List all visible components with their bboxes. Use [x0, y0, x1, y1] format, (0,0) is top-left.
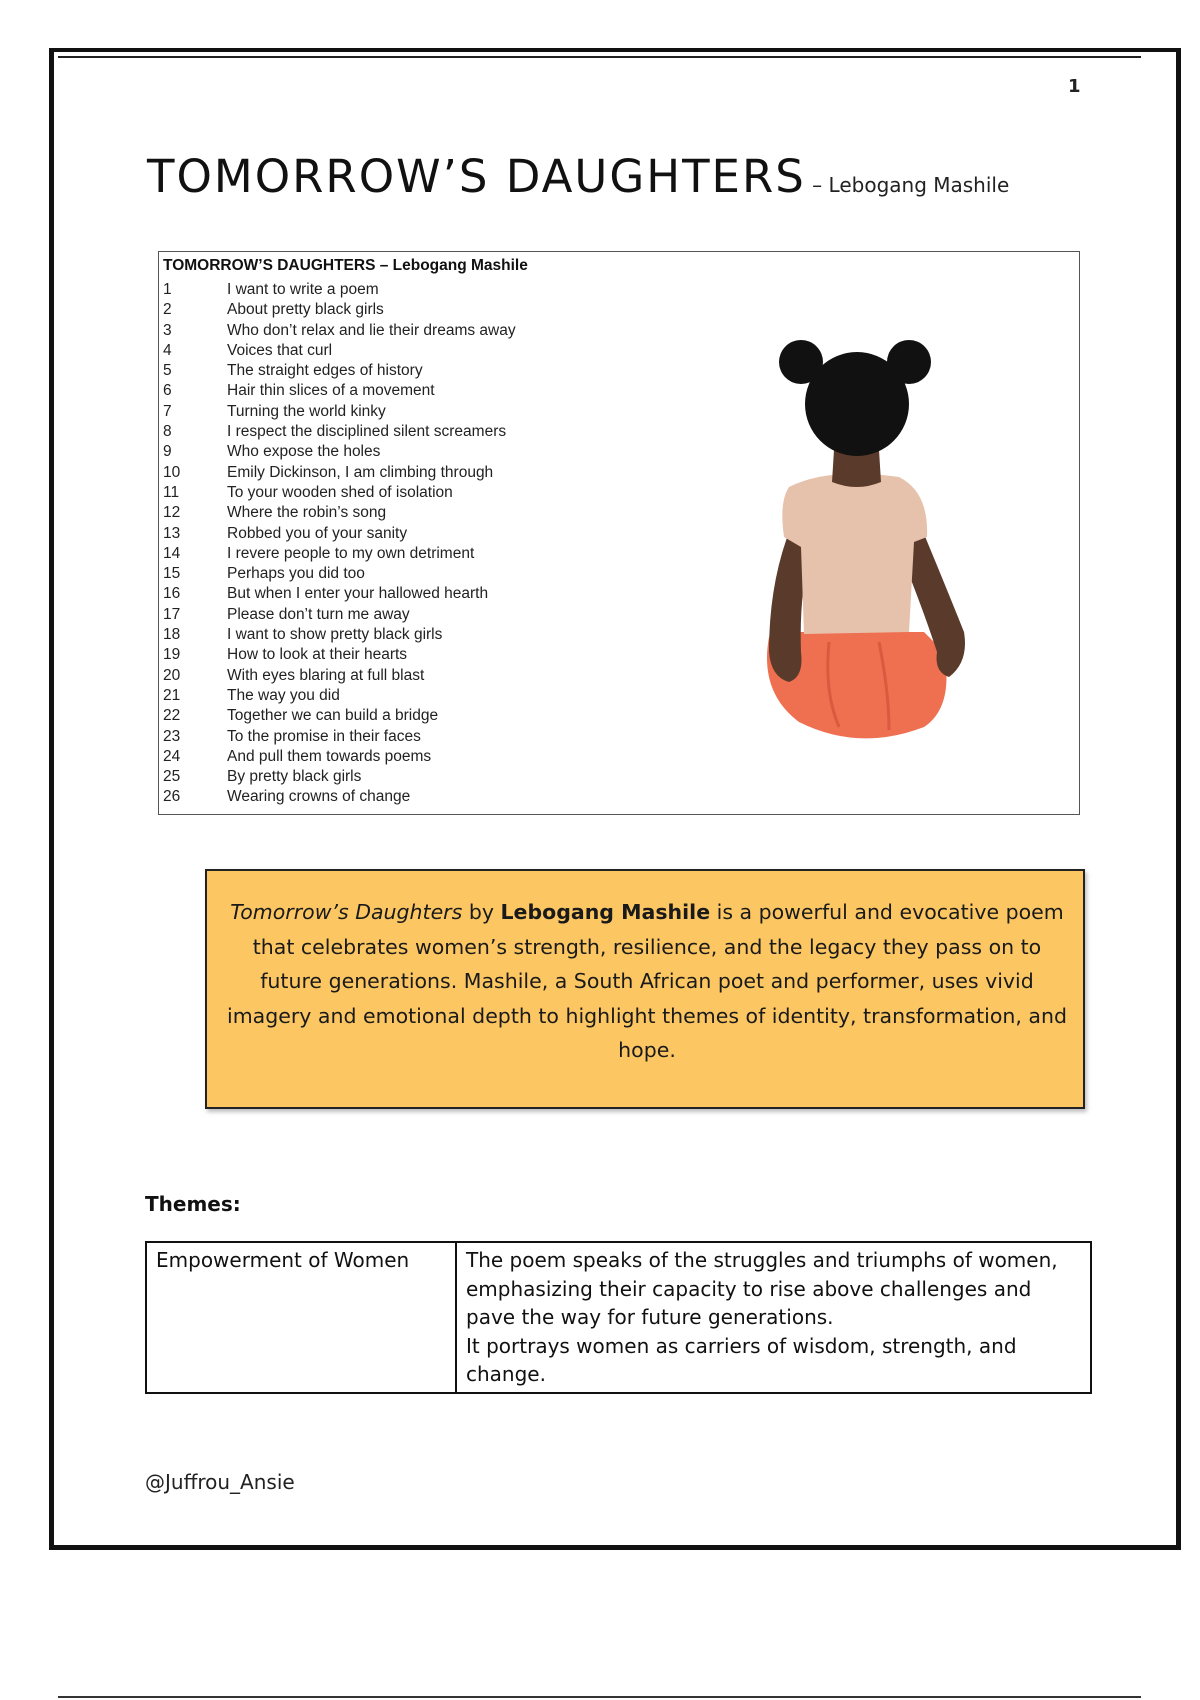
poem-line	[163, 706, 516, 726]
themes-label: Themes:	[145, 1192, 241, 1216]
poem-box	[158, 251, 1080, 815]
poem-line-number: 13	[163, 524, 181, 542]
poem-line-number: 18	[163, 626, 181, 644]
poem-line	[163, 645, 516, 665]
poem-line-text: I want to write a poem	[227, 281, 379, 298]
poem-line-text: I revere people to my own detriment	[227, 544, 475, 562]
summary-author: Lebogang Mashile	[500, 900, 711, 924]
poem-line-text: About pretty black girls	[227, 301, 384, 319]
poem-line-text: But when I enter your hallowed hearth	[227, 585, 489, 603]
poem-line	[163, 483, 516, 503]
poem-line	[163, 422, 516, 442]
poem-line-number: 14	[163, 544, 181, 562]
poem-line	[163, 463, 516, 483]
page-number: 1	[1068, 76, 1081, 97]
summary-title: Tomorrow’s Daughters	[230, 900, 463, 924]
poem-line	[163, 666, 516, 686]
poem-line	[163, 767, 516, 787]
poem-line-number: 25	[163, 768, 181, 786]
poem-line	[163, 280, 516, 300]
poem-line-number: 3	[163, 321, 172, 339]
poem-line	[163, 686, 516, 706]
poem-line	[163, 564, 516, 584]
poem-line	[163, 544, 516, 564]
theme-name: Empowerment of Women	[156, 1248, 410, 1272]
poem-line-text: To the promise in their faces	[227, 727, 421, 745]
poem-line-number: 21	[163, 686, 181, 704]
poem-line-number: 19	[163, 646, 181, 664]
title-author: – Lebogang Mashile	[805, 173, 1010, 197]
poem-line-number: 11	[163, 483, 180, 501]
poem-line-text: Perhaps you did too	[227, 565, 365, 583]
poem-line-number: 6	[163, 382, 172, 400]
poem-line-number: 24	[163, 747, 181, 765]
poem-line-text: Please don’t turn me away	[227, 605, 410, 623]
poem-line	[163, 524, 516, 544]
summary-text	[225, 895, 1069, 1068]
poem-line-text: Where the robin’s song	[227, 504, 387, 522]
poem-line-text: Voices that curl	[227, 341, 333, 359]
poem-line	[163, 503, 516, 523]
poem-heading: TOMORROW’S DAUGHTERS – Lebogang Mashile	[163, 257, 528, 274]
poem-line-number: 20	[163, 666, 181, 684]
poem-line	[163, 747, 516, 767]
poem-line	[163, 402, 516, 422]
summary-box	[205, 869, 1085, 1109]
poem-line-text: Emily Dickinson, I am climbing through	[227, 463, 494, 481]
theme-description-2: It portrays women as carriers of wisdom, strength, and change.	[466, 1333, 1017, 1386]
page-title	[147, 150, 1009, 203]
poem-line-number: 26	[163, 788, 181, 806]
poem-line	[163, 727, 516, 747]
summary-rest: is a powerful and evocative poem that celebrates women’s strength, resilience, and the legacy they pass on to future generations. Mashile, a South African poet and performer, uses vivid imagery and emotional depth to highlight themes of identity, transformation, and hope.	[227, 900, 1067, 1062]
poem-line-number: 1	[163, 281, 172, 298]
poem-line-text: Robbed you of your sanity	[227, 524, 408, 542]
poem-line-text: I want to show pretty black girls	[227, 626, 443, 644]
girl-shirt	[782, 474, 927, 634]
poem-line-text: Turning the world kinky	[227, 402, 386, 420]
poem-line-number: 5	[163, 362, 172, 380]
poem-line-text: Who expose the holes	[227, 443, 381, 461]
poem-line-text: To your wooden shed of isolation	[227, 483, 453, 501]
poem-line	[163, 321, 516, 341]
poem-line-text: Hair thin slices of a movement	[227, 382, 435, 400]
poem-line-text: The way you did	[227, 686, 340, 704]
poem-line-number: 23	[163, 727, 181, 745]
girl-bun-right	[887, 340, 931, 384]
theme-name-cell	[146, 1242, 456, 1393]
theme-description-cell	[456, 1242, 1091, 1393]
poem-line-text: By pretty black girls	[227, 768, 362, 786]
girl-bun-left	[779, 340, 823, 384]
title-main: TOMORROW’S DAUGHTERS	[147, 150, 806, 203]
poem-line-text: I respect the disciplined silent screamers	[227, 423, 507, 441]
poem-line-number: 8	[163, 423, 172, 441]
poem-line-text: And pull them towards poems	[227, 747, 432, 765]
summary-by: by	[462, 900, 501, 924]
poem-line	[163, 442, 516, 462]
poem-line	[163, 787, 516, 807]
poem-line-text: Together we can build a bridge	[227, 707, 439, 725]
top-rule	[58, 56, 1141, 58]
poem-line-number: 17	[163, 605, 181, 623]
poem-line-number: 2	[163, 301, 172, 319]
poem-line-number: 22	[163, 707, 181, 725]
theme-description-1: The poem speaks of the struggles and triumphs of women, emphasizing their capacity to rise above challenges and pave the way for future generations.	[466, 1248, 1058, 1329]
themes-table	[145, 1241, 1092, 1394]
bottom-rule	[58, 1696, 1141, 1698]
poem-line	[163, 625, 516, 645]
poem-line	[163, 341, 516, 361]
table-row	[146, 1242, 1091, 1393]
poem-line-number: 10	[163, 463, 181, 481]
poem-line-text: Wearing crowns of change	[227, 788, 411, 806]
poem-line-text: With eyes blaring at full blast	[227, 666, 425, 684]
poem-line	[163, 584, 516, 604]
poem-line-text: The straight edges of history	[227, 362, 423, 380]
girl-illustration	[729, 332, 989, 752]
poem-line-number: 15	[163, 565, 181, 583]
poem-line	[163, 361, 516, 381]
poem-line	[163, 381, 516, 401]
author-handle: @Juffrou_Ansie	[145, 1470, 295, 1494]
poem-line-text: How to look at their hearts	[227, 646, 408, 664]
poem-line-text: Who don’t relax and lie their dreams away	[227, 321, 516, 339]
poem-line-number: 4	[163, 341, 172, 359]
poem-line-number: 12	[163, 504, 181, 522]
poem-line-number: 9	[163, 443, 172, 461]
poem-line	[163, 605, 516, 625]
poem-line-number: 7	[163, 402, 172, 420]
poem-line	[163, 300, 516, 320]
poem-lines	[163, 280, 516, 808]
poem-line-number: 16	[163, 585, 181, 603]
